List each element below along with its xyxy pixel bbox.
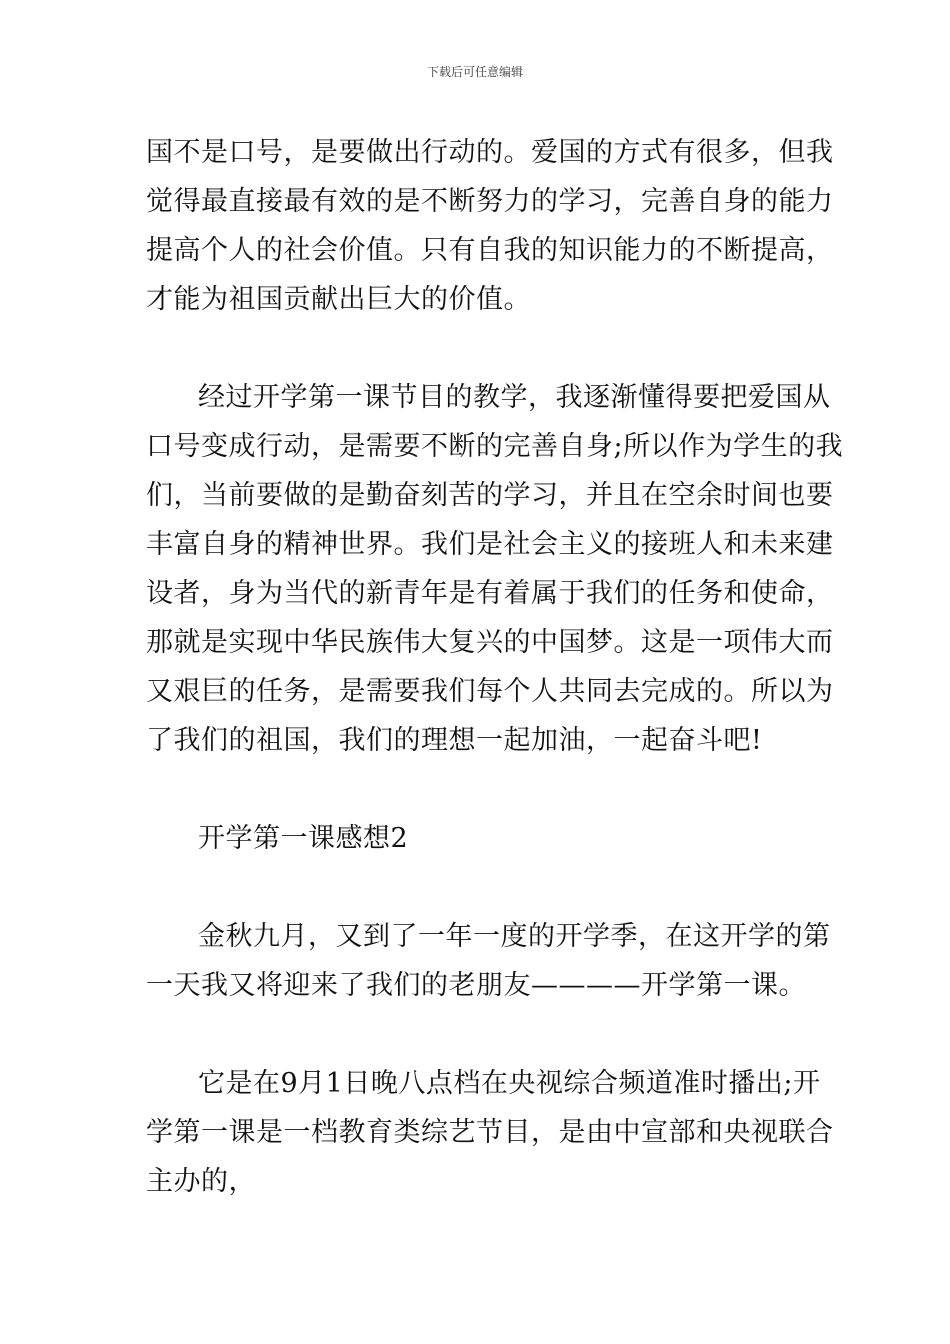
paragraph-line: 学第一课是一档教育类综艺节目，是由中宣部和央视联合 — [146, 1117, 834, 1148]
paragraph-1 — [146, 128, 834, 324]
document-body — [146, 128, 844, 1206]
paragraph-line: 们，当前要做的是勤奋刻苦的学习，并且在空余时间也要 — [146, 480, 834, 511]
paragraph-line: 设者，身为当代的新青年是有着属于我们的任务和使命， — [146, 578, 834, 609]
paragraph-line: 经过开学第一课节目的教学，我逐渐懂得要把爱国从 — [198, 382, 831, 413]
paragraph-4 — [146, 1059, 834, 1206]
page-header-note: 下载后可任意编辑 — [426, 65, 523, 79]
paragraph-line: 口号变成行动，是需要不断的完善自身;所以作为学生的我 — [146, 431, 844, 462]
paragraph-line: 了我们的祖国，我们的理想一起加油，一起奋斗吧! — [146, 725, 763, 756]
section-title-block — [146, 814, 810, 863]
paragraph-line: 又艰巨的任务，是需要我们每个人共同去完成的。所以为 — [146, 676, 834, 707]
section-title: 开学第一课感想2 — [198, 823, 409, 854]
paragraph-line: 金秋九月，又到了一年一度的开学季，在这开学的第 — [198, 921, 831, 952]
paragraph-line: 提高个人的社会价值。只有自我的知识能力的不断提高， — [146, 235, 834, 266]
paragraph-line: 丰富自身的精神世界。我们是社会主义的接班人和未来建 — [146, 529, 834, 560]
paragraph-line: 国不是口号，是要做出行动的。爱国的方式有很多，但我 — [146, 137, 834, 168]
paragraph-line: 主办的， — [146, 1166, 256, 1197]
paragraph-line: 它是在9月1日晚八点档在央视综合频道准时播出;开 — [198, 1068, 821, 1099]
paragraph-3 — [146, 912, 831, 1010]
paragraph-2 — [146, 373, 844, 765]
paragraph-line: 那就是实现中华民族伟大复兴的中国梦。这是一项伟大而 — [146, 627, 834, 658]
paragraph-line: 觉得最直接最有效的是不断努力的学习，完善自身的能力 — [146, 186, 834, 217]
paragraph-line: 一天我又将迎来了我们的老朋友————开学第一课。 — [146, 970, 806, 1001]
paragraph-line: 才能为祖国贡献出巨大的价值。 — [146, 284, 531, 315]
